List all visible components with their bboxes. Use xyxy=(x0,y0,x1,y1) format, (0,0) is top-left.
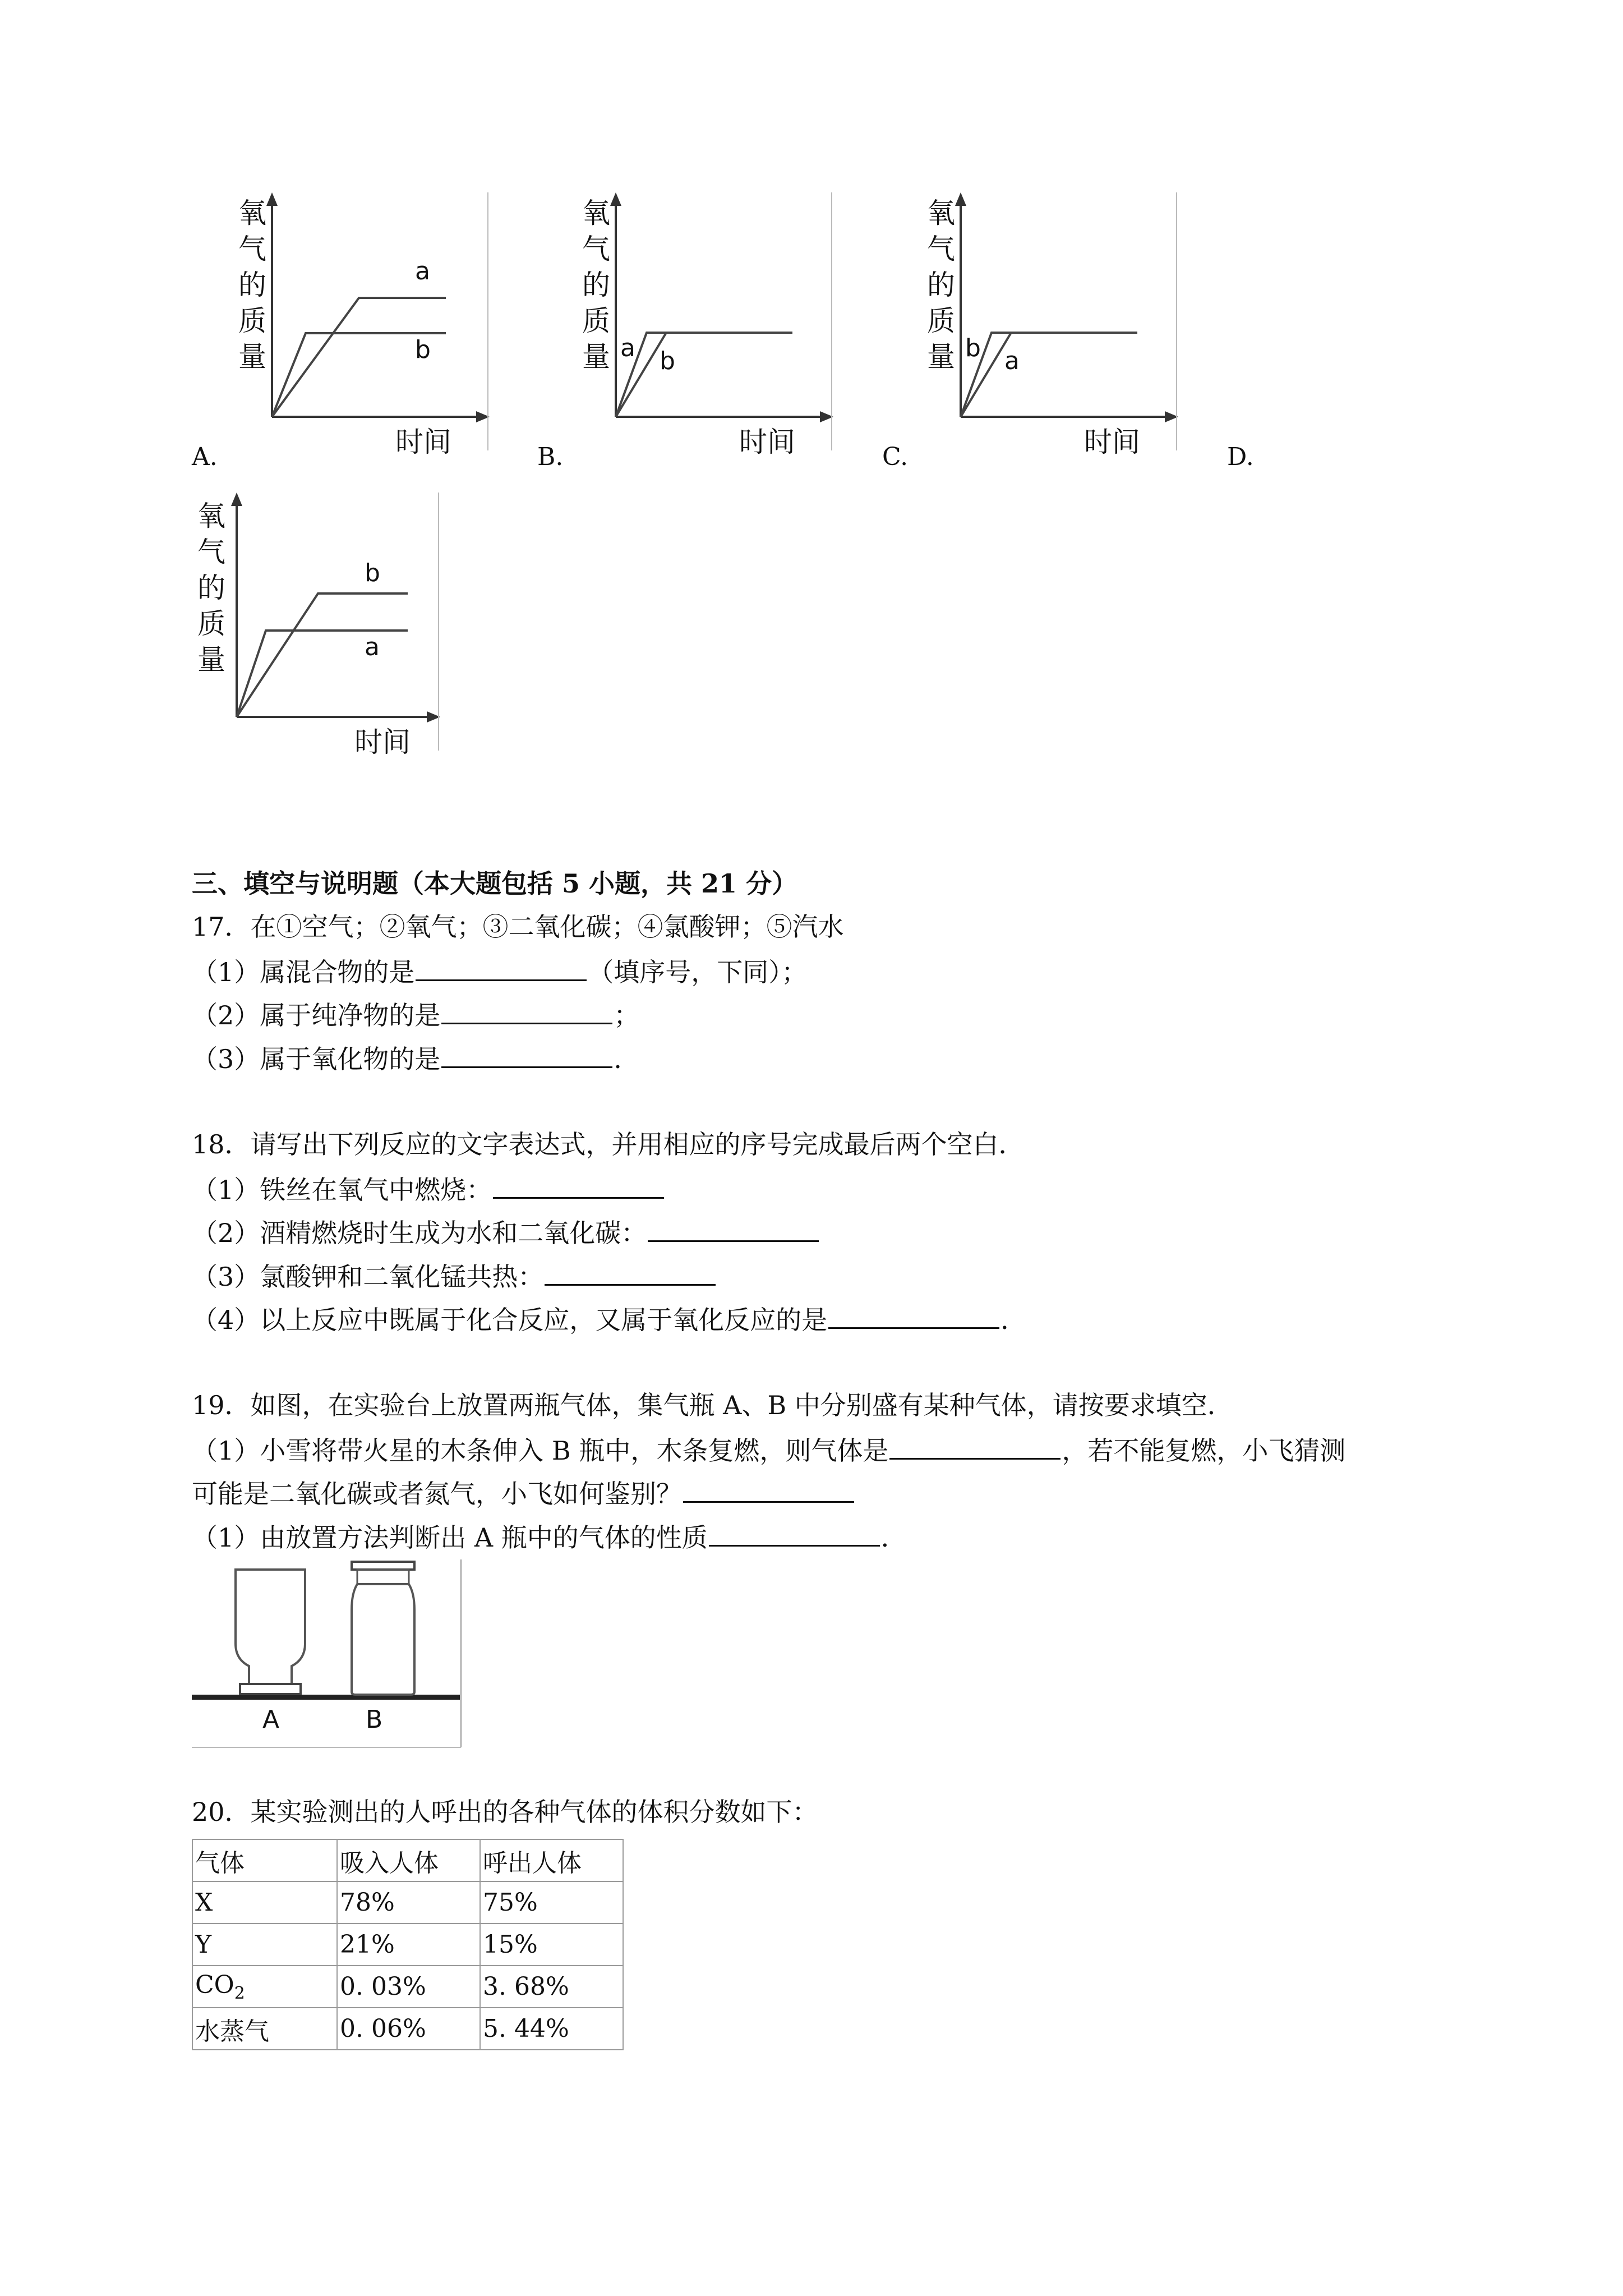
y-axis-char: 量 xyxy=(197,643,225,676)
answer-blank[interactable] xyxy=(441,1041,612,1068)
gas-formula: CO xyxy=(195,1970,234,1999)
y-axis-char: 气 xyxy=(238,233,266,265)
q18-p3-text: （3）氯酸钾和二氧化锰共热： xyxy=(192,1262,544,1292)
y-axis-char: 量 xyxy=(582,341,610,373)
section-title: 三、填空与说明题（本大题包括 5 小题，共 21 分） xyxy=(192,868,798,899)
bottle-a-label: A xyxy=(262,1705,280,1734)
bottles-figure xyxy=(192,1559,468,1752)
q17-part1 xyxy=(192,954,807,989)
curve-label-upper: a xyxy=(415,257,430,286)
curve-label-upper: b xyxy=(365,559,380,587)
answer-blank[interactable] xyxy=(441,997,612,1024)
table-header-row xyxy=(192,1839,623,1881)
answer-blank[interactable] xyxy=(545,1258,716,1286)
answer-blank[interactable] xyxy=(493,1171,664,1199)
gas-cell: X xyxy=(192,1881,337,1924)
curve-label-shallow: a xyxy=(1004,347,1020,375)
exhaled-cell: 15% xyxy=(480,1924,623,1966)
gas-formula-subscript: 2 xyxy=(234,1983,245,2003)
option-b-label: B. xyxy=(537,443,564,471)
q17-p3-pre: （3）属于氧化物的是 xyxy=(192,1044,441,1074)
y-axis-char: 的 xyxy=(927,269,955,301)
y-axis-char: 质 xyxy=(927,305,955,337)
table-header: 呼出人体 xyxy=(480,1839,623,1881)
y-axis-char: 的 xyxy=(582,269,610,301)
q19-stem: 19．如图，在实验台上放置两瓶气体，集气瓶 A、B 中分别盛有某种气体，请按要求填空． xyxy=(192,1390,1233,1420)
q17-p2-post: ； xyxy=(614,1000,640,1030)
y-axis-char: 质 xyxy=(238,305,266,337)
bottle-b-icon xyxy=(352,1562,414,1695)
gas-cell xyxy=(192,1966,337,2008)
table-row xyxy=(192,1924,623,1966)
q18-p1-text: （1）铁丝在氧气中燃烧： xyxy=(192,1175,492,1205)
gas-table xyxy=(192,1839,624,2050)
exhaled-cell: 5. 44% xyxy=(480,2008,623,2050)
q19-p2-post: ． xyxy=(880,1522,907,1553)
answer-blank[interactable] xyxy=(828,1301,999,1329)
answer-blank[interactable] xyxy=(889,1432,1061,1460)
x-axis-label: 时间 xyxy=(395,426,451,458)
q19-p1-pre: （1）小雪将带火星的木条伸入 B 瓶中，木条复燃，则气体是 xyxy=(192,1435,889,1466)
q19-p1-post: ，若不能复燃，小飞猜测 xyxy=(1062,1435,1346,1466)
q17-p1-pre: （1）属混合物的是 xyxy=(192,957,415,987)
y-axis-char: 的 xyxy=(238,269,266,301)
inhaled-cell: 21% xyxy=(337,1924,480,1966)
q17-p2-pre: （2）属于纯净物的是 xyxy=(192,1000,441,1030)
q19-part2 xyxy=(192,1519,907,1554)
answer-blank[interactable] xyxy=(416,954,587,981)
q17-part3 xyxy=(192,1041,622,1076)
inhaled-cell: 0. 06% xyxy=(337,2008,480,2050)
q20-stem: 20．某实验测出的人呼出的各种气体的体积分数如下： xyxy=(192,1797,818,1827)
y-axis-char: 氧 xyxy=(927,197,955,229)
table-row xyxy=(192,1881,623,1924)
graph-c xyxy=(916,192,1179,456)
y-axis-char: 气 xyxy=(927,233,955,265)
curve-label-lower: a xyxy=(365,633,380,661)
exhaled-cell: 75% xyxy=(480,1881,623,1924)
y-axis-char: 氧 xyxy=(582,197,610,229)
y-axis-char: 量 xyxy=(927,341,955,373)
x-axis-label: 时间 xyxy=(739,426,795,458)
exhaled-cell: 3. 68% xyxy=(480,1966,623,2008)
bottle-a-icon xyxy=(236,1570,305,1694)
q17-p3-post: . xyxy=(614,1044,622,1074)
inhaled-cell: 78% xyxy=(337,1881,480,1924)
q18-p4-post: ． xyxy=(1000,1305,1027,1335)
table-header: 气体 xyxy=(192,1839,337,1881)
curve-label-shallow: b xyxy=(660,347,675,375)
q18-stem: 18．请写出下列反应的文字表达式，并用相应的序号完成最后两个空白． xyxy=(192,1129,1025,1159)
option-d-label: D. xyxy=(1227,443,1254,471)
graph-b xyxy=(571,192,834,456)
table-row xyxy=(192,2008,623,2050)
q18-p4-pre: （4）以上反应中既属于化合反应，又属于氧化反应的是 xyxy=(192,1305,828,1335)
y-axis-char: 的 xyxy=(197,572,225,604)
q17-p1-post: （填序号，下同）； xyxy=(588,957,808,987)
q19-p1-line2-text: 可能是二氧化碳或者氮气，小飞如何鉴别？ xyxy=(192,1479,682,1509)
q19-part1-line2 xyxy=(192,1475,855,1511)
bottle-b-label: B xyxy=(366,1705,383,1734)
y-axis-char: 气 xyxy=(197,536,225,568)
y-axis-char: 气 xyxy=(582,233,610,265)
curve-label-lower: b xyxy=(415,335,431,364)
answer-blank[interactable] xyxy=(709,1519,880,1547)
answer-blank[interactable] xyxy=(648,1214,819,1242)
table-header: 吸入人体 xyxy=(337,1839,480,1881)
y-axis-char: 质 xyxy=(197,608,225,640)
table-row xyxy=(192,1966,623,2008)
graph-d xyxy=(192,493,455,756)
y-axis-char: 氧 xyxy=(238,197,266,229)
q19-part1 xyxy=(192,1432,1345,1467)
curve-label-steep: b xyxy=(965,334,981,362)
q17-stem: 17．在①空气；②氧气；③二氧化碳；④氯酸钾；⑤汽水 xyxy=(192,912,844,942)
q18-p2-text: （2）酒精燃烧时生成为水和二氧化碳： xyxy=(192,1218,647,1248)
q18-part2 xyxy=(192,1214,820,1250)
q19-p2-pre: （1）由放置方法判断出 A 瓶中的气体的性质 xyxy=(192,1522,708,1553)
q18-part1 xyxy=(192,1171,665,1207)
inhaled-cell: 0. 03% xyxy=(337,1966,480,2008)
q18-part3 xyxy=(192,1258,717,1294)
y-axis-char: 氧 xyxy=(197,500,225,532)
q18-part4 xyxy=(192,1301,1026,1337)
option-c-label: C. xyxy=(882,443,909,471)
y-axis-char: 量 xyxy=(238,341,266,373)
x-axis-label: 时间 xyxy=(354,726,411,758)
q17-part2 xyxy=(192,997,639,1032)
x-axis-label: 时间 xyxy=(1084,426,1140,458)
option-a-label: A. xyxy=(192,443,218,471)
answer-blank[interactable] xyxy=(683,1475,854,1503)
gas-cell: 水蒸气 xyxy=(192,2008,337,2050)
gas-cell: Y xyxy=(192,1924,337,1966)
graph-a xyxy=(227,192,491,456)
curve-label-steep: a xyxy=(620,334,635,362)
y-axis-char: 质 xyxy=(582,305,610,337)
